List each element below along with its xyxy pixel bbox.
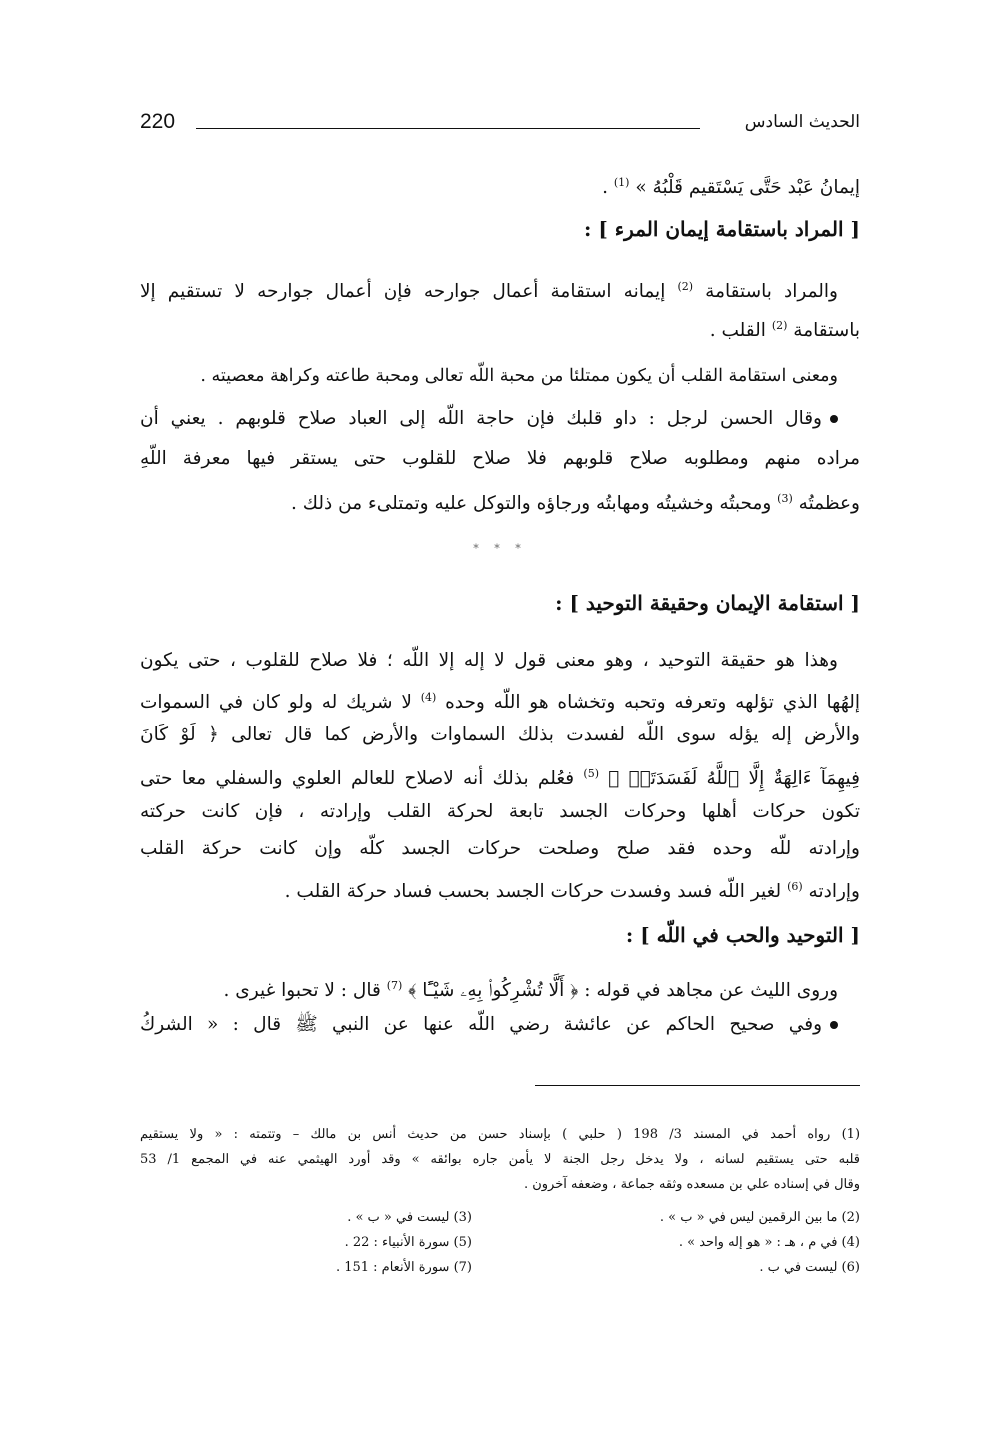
footnote-ref: (2) xyxy=(771,319,788,332)
running-title: الحديث السادس xyxy=(744,112,860,132)
footnote-ref: (7) xyxy=(386,979,403,992)
text-span: باستقامة xyxy=(787,320,860,342)
footnote-3: (3) ليست في « ب » . xyxy=(347,1210,472,1225)
page-number: 220 xyxy=(140,110,176,133)
text-line xyxy=(140,313,860,344)
footnote-line: وقال في إسناده علي بن مسعده وثقه جماعة ، وضعفه آخرون . xyxy=(523,1177,860,1192)
book-page xyxy=(140,0,860,1429)
page-header xyxy=(140,110,860,140)
text-line xyxy=(140,874,860,905)
footnote-ref: (2) xyxy=(677,280,694,293)
footnote-4: (4) في م ، هـ : « هو إله واحد » . xyxy=(678,1235,860,1250)
text-span: لغير اللّه فسد وفسدت حركات الجسد بحسب فساد حركة القلب . xyxy=(284,881,788,903)
quran-verse: فِيهِمَآ ءَالِهَةٌ إِلَّا ٱللَّهُ لَفَسَدَتَاۚ ﴾ xyxy=(598,768,860,790)
text-span: إيمانُ عَبْد حَتَّى يَسْتَقيم قَلْبُهُ » xyxy=(629,177,860,199)
footnote-7: (7) سورة الأنعام : 151 . xyxy=(335,1260,472,1275)
text-span: وفي صحيح الحاكم عن عائشة رضي اللّه عنها عن النبي ﷺ قال : « الشركُ xyxy=(140,1014,822,1035)
quran-verse: وروى الليث عن مجاهد في قوله : ﴿ أَلَّا تُشْرِكُوا۟ بِهِۦ شَيْـًٔا ﴾ xyxy=(402,980,838,1002)
text-line: تكون حركات أهلها وحركات الجسد تابعة لحركة القلب وإرادته ، فإن كانت حركته xyxy=(140,801,860,822)
text-line xyxy=(140,406,860,432)
text-span: لا شريك له ولو كان في السموات xyxy=(140,692,421,714)
header-rule xyxy=(196,128,700,129)
text-line: وإرادته للّه وحده فقد صلح وصلحت حركات الجسد كلّه وإن كانت حركة القلب xyxy=(140,838,860,859)
footnote-6: (6) ليست في ب . xyxy=(759,1260,860,1275)
text-span: القلب . xyxy=(709,320,772,342)
text-span: . xyxy=(602,177,614,199)
text-span: والمراد باستقامة xyxy=(693,281,838,303)
bullet-icon xyxy=(830,415,838,423)
text-line: وهذا هو حقيقة التوحيد ، وهو معنى قول لا إله إلا اللّه ؛ فلا صلاح للقلوب ، حتى يكون xyxy=(140,650,838,671)
text-line xyxy=(140,486,860,517)
text-line xyxy=(140,170,860,201)
text-line xyxy=(140,973,860,1004)
bullet-icon xyxy=(830,1021,838,1029)
footnote-5: (5) سورة الأنبياء : 22 . xyxy=(344,1235,472,1250)
text-span: وإرادته xyxy=(802,881,860,903)
footnote-ref: (5) xyxy=(583,767,599,780)
text-span: ومحبتُه وخشيتُه ومهابتُه ورجاؤه والتوكل عليه وتمتلىء من ذلك . xyxy=(291,493,778,515)
text-span: إيمانه استقامة أعمال جوارحه فإن أعمال جوارحه لا تستقيم إلا xyxy=(140,281,678,303)
footnote-ref: (3) xyxy=(777,492,793,505)
text-span: إلهُها الذي تؤلهه وتعرفه وتحبه وتخشاه هو اللّه وحده xyxy=(436,692,860,714)
text-line: ومعنى استقامة القلب أن يكون ممتلئا من محبة اللّه تعالى ومحبة طاعته وكراهة معصيته . xyxy=(200,366,838,386)
text-line: والأرض إله يؤله سوى اللّه لفسدت بذلك السماوات والأرض كما قال تعالى ﴿ لَوْ كَانَ xyxy=(140,724,860,745)
text-span: وقال الحسن لرجل : داو قلبك فإن حاجة اللّه إلى العباد صلاح قلوبهم . يعني أن xyxy=(140,408,822,429)
footnote-2: (2) ما بين الرقمين ليس في « ب » . xyxy=(659,1210,860,1225)
section-heading: [ التوحيد والحب في اللّه ] : xyxy=(625,923,860,947)
footnote-line: (1) رواه أحمد في المسند 3/ 198 ( حلبي ) بإسناد حسن من حديث أنس بن مالك – وتتمته : « ولا يستقيم xyxy=(140,1127,861,1142)
footnote-ref: (4) xyxy=(420,691,437,704)
text-line xyxy=(140,685,860,716)
text-span: قال : لا تحبوا غيرى . xyxy=(223,980,387,1002)
text-line: مراده منهم ومطلوبه صلاح قلوبهم فلا صلاح للقلوب حتى يستقر فيها معرفة اللّهِ xyxy=(140,448,860,469)
text-span: فعُلم بذلك أنه لاصلاح للعالم العلوي والسفلي معا حتى xyxy=(140,768,584,790)
text-span: وعظمتُه xyxy=(792,493,860,515)
footnote-ref: (6) xyxy=(787,880,803,893)
text-line xyxy=(140,1012,860,1038)
section-heading: [ استقامة الإيمان وحقيقة التوحيد ] : xyxy=(555,591,860,615)
text-line xyxy=(140,274,860,305)
section-heading: [ المراد باستقامة إيمان المرء ] : xyxy=(583,217,860,241)
footnote-rule xyxy=(535,1085,860,1086)
text-line xyxy=(140,761,860,792)
footnote-ref: (1) xyxy=(613,176,630,189)
footnote-line: قلبه حتى يستقيم لسانه ، ولا يدخل رجل الجنة لا يأمن جاره بوائقه » وقد أورد الهيثمي عنه في المجمع 1/ 53 xyxy=(140,1152,861,1167)
section-separator: * * * xyxy=(473,542,527,555)
